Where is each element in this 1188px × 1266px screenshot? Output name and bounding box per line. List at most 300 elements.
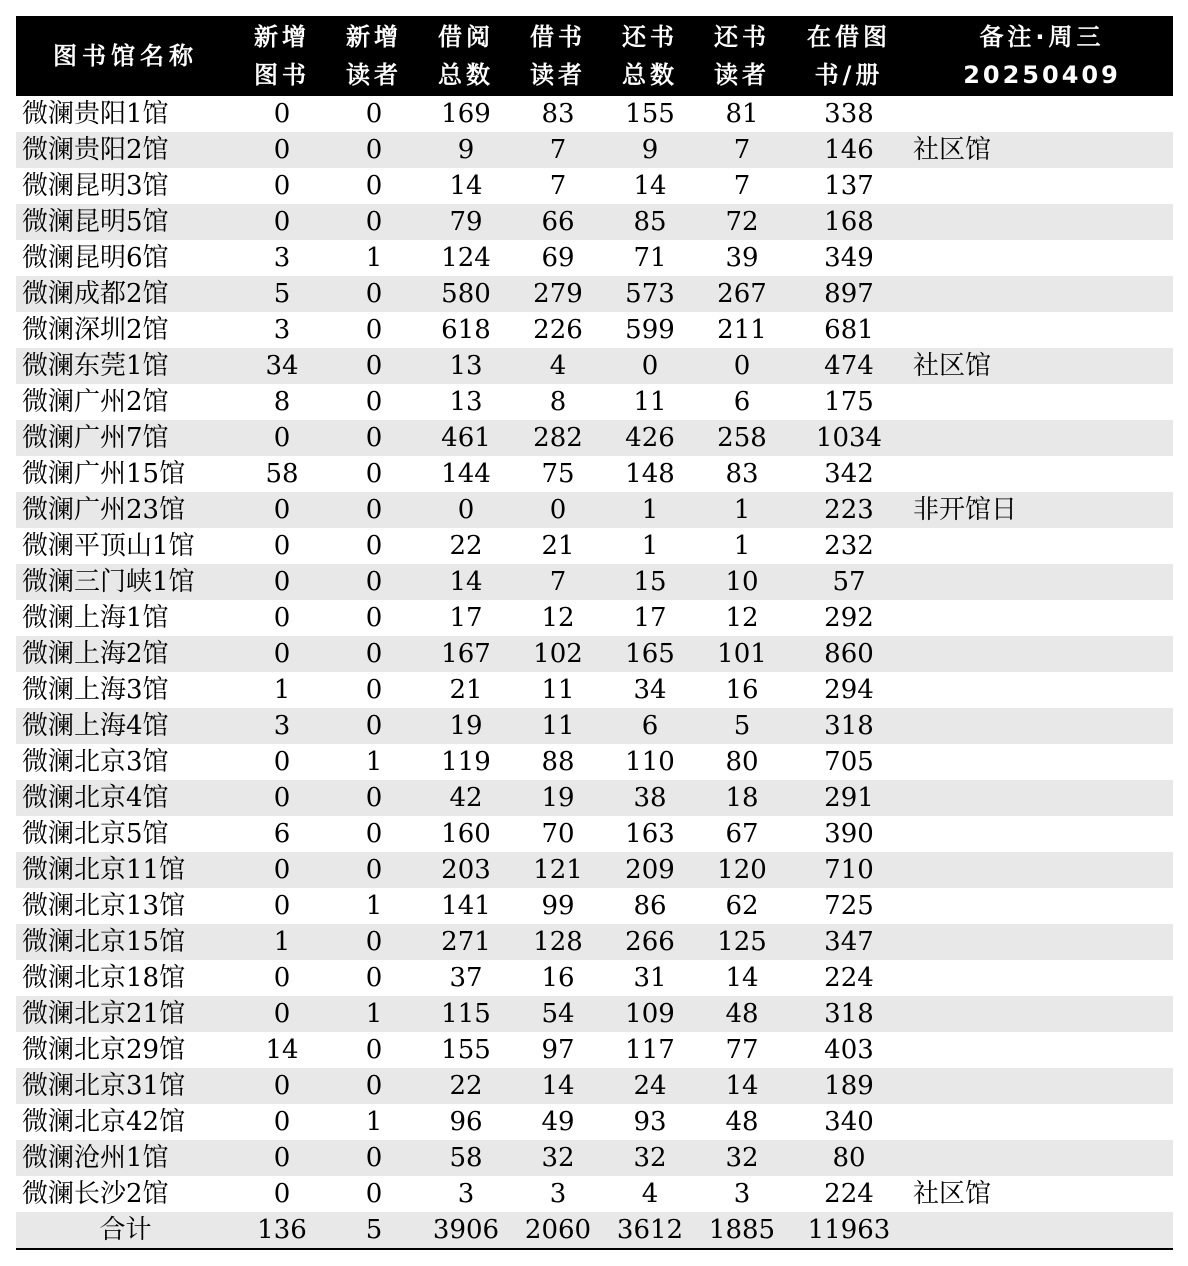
new-readers-cell: 0	[329, 132, 419, 168]
on-loan-cell: 291	[787, 780, 911, 816]
borrow-total-cell: 167	[419, 636, 513, 672]
header-return-readers: 还书 读者	[697, 16, 787, 96]
return-readers-cell: 32	[697, 1140, 787, 1176]
return-total-cell: 165	[603, 636, 697, 672]
new-readers-cell: 1	[365, 243, 383, 273]
borrow-readers-cell: 102	[513, 636, 603, 672]
on-loan-cell: 705	[824, 747, 874, 777]
library-name-cell: 微澜成都2馆	[16, 276, 235, 312]
new-books-cell: 8	[273, 387, 291, 417]
return-readers-cell: 12	[725, 603, 759, 633]
new-readers-cell: 0	[365, 819, 383, 849]
return-total-cell: 11	[633, 387, 667, 417]
on-loan-cell: 232	[824, 531, 874, 561]
on-loan-cell: 897	[787, 276, 911, 312]
return-total-cell: 117	[625, 1035, 675, 1065]
header-return-total: 还书 总数	[603, 16, 697, 96]
borrow-total-cell: 58	[419, 1140, 513, 1176]
new-readers-cell: 1	[329, 996, 419, 1032]
note-cell	[911, 312, 1173, 348]
return-total-cell: 9	[603, 132, 697, 168]
borrow-total-cell: 271	[419, 924, 513, 960]
borrow-total-cell: 203	[419, 852, 513, 888]
new-books-cell: 0	[273, 1179, 291, 1209]
new-readers-cell: 0	[329, 780, 419, 816]
borrow-readers-cell: 75	[541, 459, 575, 489]
library-name-cell: 微澜广州7馆	[16, 420, 235, 456]
on-loan-cell: 224	[824, 963, 874, 993]
on-loan-cell: 168	[787, 204, 911, 240]
return-readers-cell: 120	[697, 852, 787, 888]
on-loan-cell: 146	[787, 132, 911, 168]
note-cell	[911, 996, 1173, 1032]
borrow-readers-cell: 70	[541, 819, 575, 849]
library-name-cell: 微澜贵阳1馆	[22, 99, 169, 129]
note-cell	[911, 744, 1173, 780]
on-loan-cell: 294	[824, 675, 874, 705]
new-readers-cell: 0	[365, 315, 383, 345]
new-books-cell: 0	[273, 99, 291, 129]
borrow-readers-cell: 54	[513, 996, 603, 1032]
new-readers-cell: 0	[365, 171, 383, 201]
new-readers-cell: 0	[365, 1035, 383, 1065]
borrow-total-cell: 155	[441, 1035, 491, 1065]
on-loan-cell: 292	[824, 603, 874, 633]
return-readers-cell: 14	[697, 1068, 787, 1104]
borrow-readers-cell: 83	[541, 99, 575, 129]
return-readers-cell: 1	[733, 531, 751, 561]
table-row	[16, 1104, 1173, 1140]
table-row	[16, 852, 1173, 888]
return-total-cell: 38	[603, 780, 697, 816]
library-name-cell: 微澜昆明3馆	[22, 171, 169, 201]
new-books-cell: 0	[235, 204, 329, 240]
borrow-total-cell: 22	[419, 1068, 513, 1104]
note-cell	[911, 1140, 1173, 1176]
library-name-cell: 微澜长沙2馆	[22, 1179, 169, 1209]
borrow-total-cell: 37	[449, 963, 483, 993]
borrow-total-cell: 13	[419, 348, 513, 384]
borrow-total-cell: 144	[441, 459, 491, 489]
borrow-total-cell: 14	[419, 564, 513, 600]
note-cell	[911, 780, 1173, 816]
library-name-cell: 微澜广州15馆	[22, 459, 186, 489]
library-name-cell: 微澜北京13馆	[22, 891, 186, 921]
borrow-readers-cell: 7	[513, 132, 603, 168]
return-total-cell: 0	[603, 348, 697, 384]
header-library-name: 图书馆名称	[16, 16, 235, 96]
note-cell	[911, 1068, 1173, 1104]
borrow-readers-cell: 7	[549, 171, 567, 201]
table-body	[16, 96, 1173, 1249]
library-name-cell: 微澜三门峡1馆	[16, 564, 235, 600]
on-loan-cell: 223	[787, 492, 911, 528]
return-total-cell: 163	[625, 819, 675, 849]
on-loan-cell: 390	[824, 819, 874, 849]
return-readers-cell: 67	[725, 819, 759, 849]
on-loan-cell: 57	[787, 564, 911, 600]
borrow-total-cell: 3	[457, 1179, 475, 1209]
borrow-total-cell: 14	[449, 171, 483, 201]
new-readers-cell: 0	[329, 492, 419, 528]
on-loan-cell: 338	[824, 99, 874, 129]
library-stats-table-wrap	[16, 16, 1173, 1250]
borrow-total-cell: 124	[441, 243, 491, 273]
note-cell	[911, 708, 1173, 744]
borrow-readers-cell: 49	[541, 1107, 575, 1137]
borrow-readers-cell: 279	[513, 276, 603, 312]
borrow-readers-cell: 121	[513, 852, 603, 888]
new-books-cell: 0	[273, 531, 291, 561]
borrow-readers-cell: 128	[513, 924, 603, 960]
new-books-cell: 0	[235, 780, 329, 816]
new-books-cell: 3	[273, 243, 291, 273]
new-books-cell: 5	[235, 276, 329, 312]
return-readers-cell: 6	[733, 387, 751, 417]
return-readers-cell: 80	[725, 747, 759, 777]
total-borrow-total-cell: 3906	[419, 1212, 513, 1249]
new-readers-cell: 0	[329, 420, 419, 456]
return-total-cell: 85	[603, 204, 697, 240]
return-total-cell: 24	[603, 1068, 697, 1104]
return-readers-cell: 14	[725, 963, 759, 993]
new-readers-cell: 0	[329, 1068, 419, 1104]
library-name-cell: 微澜贵阳2馆	[16, 132, 235, 168]
library-name-cell: 微澜上海4馆	[16, 708, 235, 744]
return-readers-cell: 77	[725, 1035, 759, 1065]
borrow-total-cell: 79	[419, 204, 513, 240]
borrow-total-cell: 9	[419, 132, 513, 168]
borrow-total-cell: 42	[419, 780, 513, 816]
borrow-readers-cell: 11	[541, 675, 575, 705]
on-loan-cell: 224	[824, 1179, 874, 1209]
borrow-total-cell: 19	[419, 708, 513, 744]
new-readers-cell: 0	[329, 636, 419, 672]
new-books-cell: 0	[235, 1068, 329, 1104]
table-row	[16, 744, 1173, 780]
library-stats-table	[16, 16, 1173, 1250]
return-readers-cell: 211	[717, 315, 767, 345]
note-cell	[911, 888, 1173, 924]
on-loan-cell: 1034	[787, 420, 911, 456]
table-row	[16, 420, 1173, 456]
on-loan-cell: 175	[824, 387, 874, 417]
library-name-cell: 微澜平顶山1馆	[22, 531, 195, 561]
borrow-readers-cell: 21	[541, 531, 575, 561]
borrow-readers-cell: 3	[549, 1179, 567, 1209]
note-cell	[911, 564, 1173, 600]
note-cell	[911, 600, 1173, 636]
return-readers-cell: 5	[697, 708, 787, 744]
library-name-cell: 微澜上海1馆	[22, 603, 169, 633]
total-note-cell	[911, 1212, 1173, 1249]
return-readers-cell: 258	[697, 420, 787, 456]
return-readers-cell: 7	[733, 171, 751, 201]
return-total-cell: 1	[641, 531, 659, 561]
new-readers-cell: 1	[365, 891, 383, 921]
table-row	[16, 600, 1173, 636]
borrow-readers-cell: 14	[513, 1068, 603, 1104]
table-row	[16, 780, 1173, 816]
new-readers-cell: 0	[329, 708, 419, 744]
note-cell	[911, 96, 1173, 132]
return-total-cell: 15	[603, 564, 697, 600]
on-loan-cell: 318	[787, 708, 911, 744]
library-name-cell: 微澜北京42馆	[22, 1107, 186, 1137]
header-on-loan: 在借图 书/册	[787, 16, 911, 96]
table-row	[16, 96, 1173, 132]
return-total-cell: 4	[641, 1179, 659, 1209]
new-readers-cell: 1	[365, 747, 383, 777]
table-row	[16, 456, 1173, 492]
new-books-cell: 0	[235, 636, 329, 672]
on-loan-cell: 349	[824, 243, 874, 273]
table-header	[16, 16, 1173, 96]
borrow-total-cell: 160	[441, 819, 491, 849]
table-row	[16, 276, 1173, 312]
library-name-cell: 微澜昆明5馆	[16, 204, 235, 240]
table-row	[16, 816, 1173, 852]
note-cell	[911, 672, 1173, 708]
total-return-readers-cell: 1885	[697, 1212, 787, 1249]
table-row	[16, 924, 1173, 960]
table-row	[16, 996, 1173, 1032]
table-row	[16, 672, 1173, 708]
new-books-cell: 0	[235, 492, 329, 528]
borrow-total-cell: 119	[441, 747, 491, 777]
new-readers-cell: 0	[365, 603, 383, 633]
borrow-readers-cell: 4	[513, 348, 603, 384]
on-loan-cell: 860	[787, 636, 911, 672]
new-books-cell: 14	[265, 1035, 299, 1065]
return-total-cell: 93	[633, 1107, 667, 1137]
table-row	[16, 636, 1173, 672]
return-total-cell: 86	[633, 891, 667, 921]
table-row	[16, 312, 1173, 348]
on-loan-cell: 681	[824, 315, 874, 345]
total-return-total-cell: 3612	[603, 1212, 697, 1249]
return-readers-cell: 39	[725, 243, 759, 273]
return-readers-cell: 16	[725, 675, 759, 705]
borrow-total-cell: 461	[419, 420, 513, 456]
library-name-cell: 微澜北京4馆	[16, 780, 235, 816]
new-readers-cell: 0	[365, 99, 383, 129]
on-loan-cell: 189	[787, 1068, 911, 1104]
header-row	[16, 16, 1173, 96]
return-total-cell: 266	[603, 924, 697, 960]
table-row	[16, 132, 1173, 168]
borrow-readers-cell: 97	[541, 1035, 575, 1065]
note-cell	[911, 384, 1173, 420]
note-cell	[911, 636, 1173, 672]
new-books-cell: 0	[273, 1107, 291, 1137]
new-readers-cell: 0	[329, 924, 419, 960]
table-row	[16, 528, 1173, 564]
new-readers-cell: 0	[329, 348, 419, 384]
header-borrow-total: 借阅 总数	[419, 16, 513, 96]
new-books-cell: 0	[235, 996, 329, 1032]
note-cell	[911, 960, 1173, 996]
total-new-books-cell: 136	[235, 1212, 329, 1249]
return-readers-cell: 48	[697, 996, 787, 1032]
return-total-cell: 109	[603, 996, 697, 1032]
borrow-readers-cell: 8	[549, 387, 567, 417]
return-readers-cell: 81	[725, 99, 759, 129]
return-total-cell: 6	[603, 708, 697, 744]
library-name-cell: 微澜广州2馆	[22, 387, 169, 417]
library-name-cell: 微澜北京5馆	[22, 819, 169, 849]
new-books-cell: 6	[273, 819, 291, 849]
return-readers-cell: 10	[697, 564, 787, 600]
return-readers-cell: 72	[697, 204, 787, 240]
library-name-cell: 微澜北京3馆	[22, 747, 169, 777]
return-total-cell: 573	[603, 276, 697, 312]
borrow-total-cell: 17	[449, 603, 483, 633]
return-total-cell: 71	[633, 243, 667, 273]
on-loan-cell: 80	[787, 1140, 911, 1176]
note-cell	[911, 816, 1173, 852]
borrow-readers-cell: 11	[513, 708, 603, 744]
borrow-total-cell: 618	[441, 315, 491, 345]
return-total-cell: 599	[625, 315, 675, 345]
return-total-cell: 426	[603, 420, 697, 456]
note-cell	[911, 204, 1173, 240]
borrow-readers-cell: 12	[541, 603, 575, 633]
return-total-cell: 31	[633, 963, 667, 993]
note-cell	[911, 1104, 1173, 1140]
library-name-cell: 微澜北京29馆	[22, 1035, 186, 1065]
header-new-books: 新增 图书	[235, 16, 329, 96]
on-loan-cell: 474	[787, 348, 911, 384]
borrow-total-cell: 21	[449, 675, 483, 705]
library-name-cell: 微澜东莞1馆	[16, 348, 235, 384]
library-name-cell: 微澜北京31馆	[16, 1068, 235, 1104]
table-row	[16, 240, 1173, 276]
note-cell	[911, 240, 1173, 276]
return-readers-cell: 62	[725, 891, 759, 921]
table-row	[16, 384, 1173, 420]
return-total-cell: 148	[625, 459, 675, 489]
on-loan-cell: 137	[824, 171, 874, 201]
library-name-cell: 微澜北京11馆	[16, 852, 235, 888]
new-books-cell: 0	[273, 963, 291, 993]
new-books-cell: 0	[235, 132, 329, 168]
library-name-cell: 微澜昆明6馆	[22, 243, 169, 273]
library-name-cell: 微澜北京21馆	[16, 996, 235, 1032]
library-name-cell: 微澜沧州1馆	[16, 1140, 235, 1176]
on-loan-cell: 347	[787, 924, 911, 960]
table-row	[16, 960, 1173, 996]
total-borrow-readers-cell: 2060	[513, 1212, 603, 1249]
new-books-cell: 0	[235, 564, 329, 600]
library-name-cell: 微澜上海2馆	[16, 636, 235, 672]
note-cell	[911, 924, 1173, 960]
new-readers-cell: 0	[329, 852, 419, 888]
return-readers-cell: 101	[697, 636, 787, 672]
note-cell	[911, 852, 1173, 888]
borrow-readers-cell: 69	[541, 243, 575, 273]
return-readers-cell: 125	[697, 924, 787, 960]
note-cell: 非开馆日	[911, 492, 1173, 528]
note-cell	[911, 276, 1173, 312]
return-total-cell: 32	[603, 1140, 697, 1176]
new-readers-cell: 0	[365, 1179, 383, 1209]
note-cell	[911, 456, 1173, 492]
table-row	[16, 1176, 1173, 1212]
new-readers-cell: 0	[365, 963, 383, 993]
new-readers-cell: 0	[329, 1140, 419, 1176]
borrow-total-cell: 141	[441, 891, 491, 921]
total-on-loan-cell: 11963	[787, 1212, 911, 1249]
table-row	[16, 492, 1173, 528]
on-loan-cell: 340	[824, 1107, 874, 1137]
on-loan-cell: 403	[824, 1035, 874, 1065]
new-books-cell: 0	[273, 603, 291, 633]
return-readers-cell: 3	[733, 1179, 751, 1209]
new-books-cell: 0	[273, 747, 291, 777]
new-readers-cell: 0	[365, 387, 383, 417]
new-readers-cell: 1	[365, 1107, 383, 1137]
return-total-cell: 14	[633, 171, 667, 201]
new-readers-cell: 0	[365, 459, 383, 489]
return-total-cell: 1	[603, 492, 697, 528]
library-name-cell: 微澜北京15馆	[16, 924, 235, 960]
return-total-cell: 17	[633, 603, 667, 633]
note-cell: 社区馆	[913, 1179, 992, 1209]
borrow-readers-cell: 16	[541, 963, 575, 993]
return-readers-cell: 48	[725, 1107, 759, 1137]
on-loan-cell: 710	[787, 852, 911, 888]
note-cell	[911, 168, 1173, 204]
table-row	[16, 204, 1173, 240]
new-books-cell: 34	[235, 348, 329, 384]
library-name-cell: 微澜北京18馆	[22, 963, 186, 993]
borrow-readers-cell: 99	[541, 891, 575, 921]
new-books-cell: 1	[273, 675, 291, 705]
new-books-cell: 58	[265, 459, 299, 489]
new-books-cell: 0	[235, 420, 329, 456]
note-cell: 社区馆	[911, 348, 1173, 384]
table-row	[16, 1068, 1173, 1104]
borrow-readers-cell: 88	[541, 747, 575, 777]
note-cell	[911, 528, 1173, 564]
return-total-cell: 110	[625, 747, 675, 777]
return-readers-cell: 0	[697, 348, 787, 384]
new-books-cell: 0	[273, 171, 291, 201]
borrow-total-cell: 580	[419, 276, 513, 312]
borrow-readers-cell: 0	[513, 492, 603, 528]
table-row	[16, 1032, 1173, 1068]
new-books-cell: 3	[235, 708, 329, 744]
header-new-readers: 新增 读者	[329, 16, 419, 96]
note-cell	[911, 420, 1173, 456]
return-readers-cell: 18	[697, 780, 787, 816]
table-row	[16, 564, 1173, 600]
return-total-cell: 34	[633, 675, 667, 705]
new-readers-cell: 0	[365, 531, 383, 561]
new-books-cell: 0	[235, 852, 329, 888]
on-loan-cell: 342	[824, 459, 874, 489]
new-books-cell: 0	[235, 1140, 329, 1176]
borrow-total-cell: 13	[449, 387, 483, 417]
borrow-readers-cell: 7	[513, 564, 603, 600]
new-readers-cell: 0	[329, 564, 419, 600]
new-readers-cell: 0	[329, 204, 419, 240]
table-row	[16, 1140, 1173, 1176]
new-books-cell: 0	[273, 891, 291, 921]
return-readers-cell: 7	[697, 132, 787, 168]
table-row	[16, 168, 1173, 204]
